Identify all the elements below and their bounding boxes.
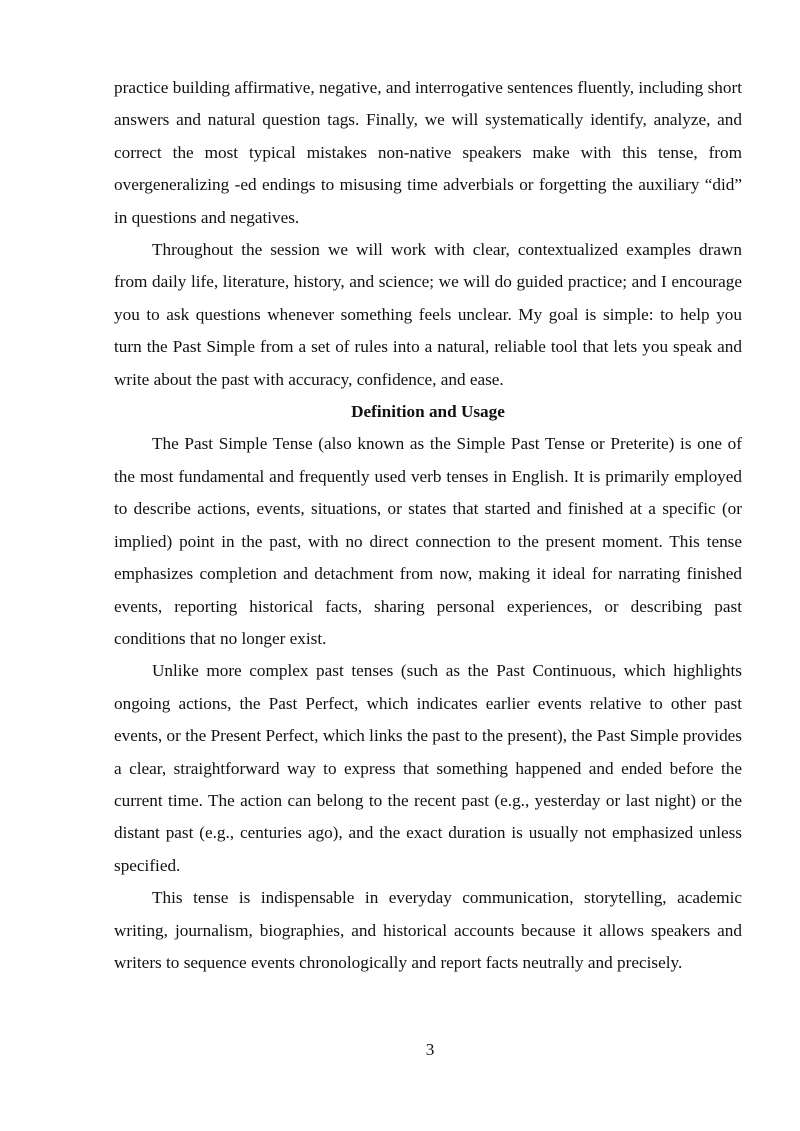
usage-paragraph: This tense is indispensable in everyday communication, storytelling, academic writing, journalism, biographies, and historical accounts because it allows speakers and writers to sequence events chronologically and report facts neutrally and precisely. — [114, 888, 742, 972]
section-heading: Definition and Usage — [351, 402, 505, 422]
body-text — [114, 72, 742, 979]
definition-paragraph: The Past Simple Tense (also known as the Simple Past Tense or Preterite) is one of the most fundamental and frequently used verb tenses in English. It is primarily employed to describe actions, events, situations, or states that started and finished at a specific (or implied) point in the past, with no direct connection to the present moment. This tense emphasizes completion and detachment from now, making it ideal for narrating finished events, reporting historical facts, sharing personal experiences, or describing past conditions that no longer exist. — [114, 434, 742, 648]
intro-continuation-paragraph: practice building affirmative, negative, and interrogative sentences fluently, including short answers and natural question tags. Finally, we will systematically identify, analyze, and correct the most typical mistakes non-native speakers make with this tense, from overgeneralizing -ed endings to misusing time adverbials or forgetting the auxiliary “did” in questions and negatives. — [114, 78, 742, 227]
comparison-paragraph: Unlike more complex past tenses (such as the Past Continuous, which highlights ongoing actions, the Past Perfect, which indicates earlier events relative to other past events, or the Present Perfect, which links the past to the present), the Past Simple provides a clear, straightforward way to express that something happened and ended before the current time. The action can belong to the recent past (e.g., yesterday or last night) or the distant past (e.g., centuries ago), and the exact duration is usually not emphasized unless specified. — [114, 661, 742, 875]
page-number: 3 — [425, 1040, 435, 1059]
intro-session-paragraph: Throughout the session we will work with clear, contextualized examples drawn from daily life, literature, history, and science; we will do guided practice; and I encourage you to ask questions whenever something feels unclear. My goal is simple: to help you turn the Past Simple from a set of rules into a natural, reliable tool that lets you speak and write about the past with accuracy, confidence, and ease. — [114, 240, 742, 389]
